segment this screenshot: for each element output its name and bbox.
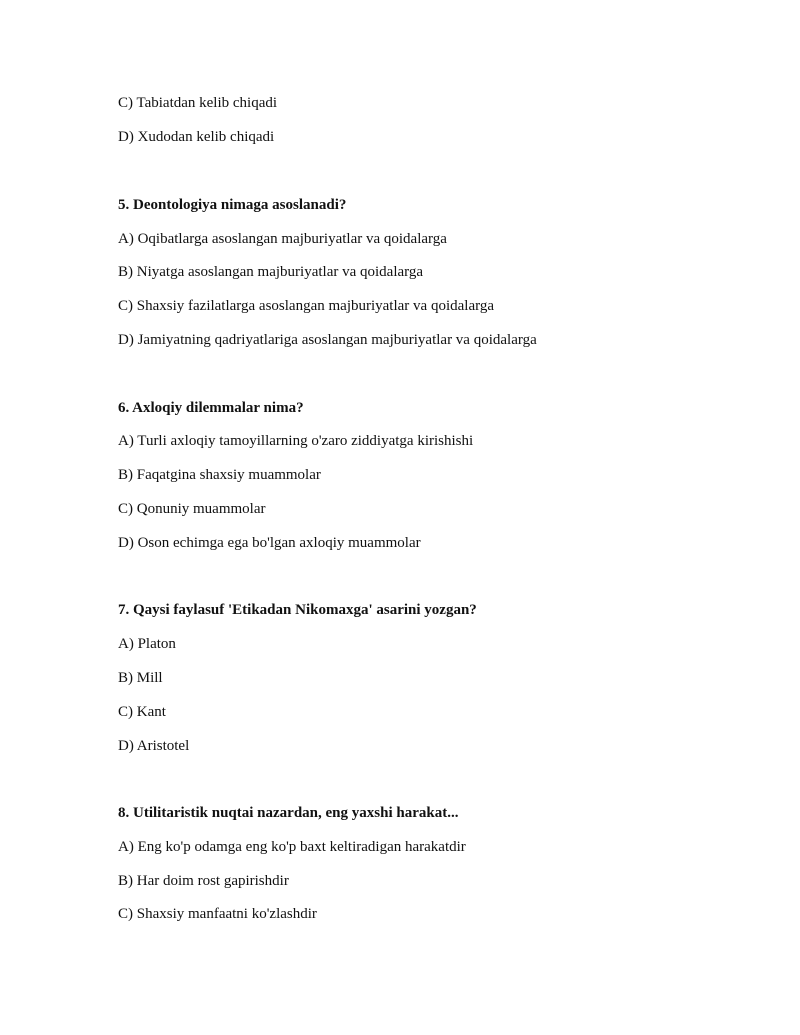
q5-option-b: B) Niyatga asoslangan majburiyatlar va qoidalarga: [118, 264, 424, 280]
q4-option-c: C) Tabiatdan kelib chiqadi: [118, 95, 278, 111]
q5-option-c: C) Shaxsiy fazilatlarga asoslangan majburiyatlar va qoidalarga: [118, 298, 494, 314]
q7-question: 7. Qaysi faylasuf 'Etikadan Nikomaxga' asarini yozgan?: [118, 602, 477, 618]
q6-option-b: B) Faqatgina shaxsiy muammolar: [118, 467, 321, 483]
q6-option-a: A) Turli axloqiy tamoyillarning o'zaro ziddiyatga kirishishi: [118, 433, 474, 449]
q7-option-d: D) Aristotel: [118, 738, 190, 754]
q8-question: 8. Utilitaristik nuqtai nazardan, eng yaxshi harakat...: [118, 805, 459, 821]
q8-option-a: A) Eng ko'p odamga eng ko'p baxt keltiradigan harakatdir: [118, 839, 466, 855]
q6-question: 6. Axloqiy dilemmalar nima?: [118, 400, 304, 416]
q7-option-b: B) Mill: [118, 670, 163, 686]
q7-option-a: A) Platon: [118, 636, 176, 652]
q6-option-d: D) Oson echimga ega bo'lgan axloqiy muammolar: [118, 535, 421, 551]
q7-option-c: C) Kant: [118, 704, 166, 720]
q4-option-d: D) Xudodan kelib chiqadi: [118, 129, 275, 145]
q5-question: 5. Deontologiya nimaga asoslanadi?: [118, 197, 347, 213]
q5-option-a: A) Oqibatlarga asoslangan majburiyatlar va qoidalarga: [118, 231, 447, 247]
q8-option-c: C) Shaxsiy manfaatni ko'zlashdir: [118, 906, 317, 922]
q5-option-d: D) Jamiyatning qadriyatlariga asoslangan majburiyatlar va qoidalarga: [118, 332, 537, 348]
q8-option-b: B) Har doim rost gapirishdir: [118, 873, 289, 889]
q6-option-c: C) Qonuniy muammolar: [118, 501, 266, 517]
